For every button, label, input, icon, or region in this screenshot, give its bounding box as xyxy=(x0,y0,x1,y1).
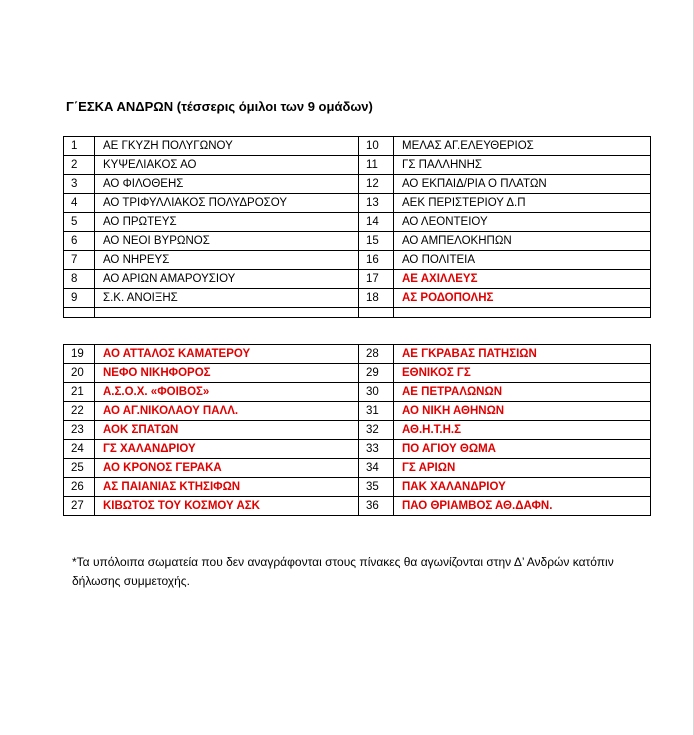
team-number: 17 xyxy=(359,270,394,289)
team-name: ΓΣ ΠΑΛΛΗΝΗΣ xyxy=(394,156,651,175)
table-row xyxy=(64,289,651,308)
table-row xyxy=(64,478,651,497)
team-number: 28 xyxy=(359,345,394,364)
team-number: 1 xyxy=(64,137,95,156)
team-number: 31 xyxy=(359,402,394,421)
team-number: 32 xyxy=(359,421,394,440)
team-number: 4 xyxy=(64,194,95,213)
team-name: ΑΟ ΝΙΚΗ ΑΘΗΝΩΝ xyxy=(394,402,651,421)
empty-cell xyxy=(394,308,651,318)
table-row xyxy=(64,421,651,440)
table-row xyxy=(64,402,651,421)
teams-table-2 xyxy=(63,344,651,516)
team-name: ΑΣ ΡΟΔΟΠΟΛΗΣ xyxy=(394,289,651,308)
team-name: ΑΟ ΑΤΤΑΛΟΣ ΚΑΜΑΤΕΡΟΥ xyxy=(95,345,359,364)
team-name: ΕΘΝΙΚΟΣ ΓΣ xyxy=(394,364,651,383)
teams-table-1 xyxy=(63,136,651,318)
table-row xyxy=(64,194,651,213)
table-row xyxy=(64,270,651,289)
team-number: 30 xyxy=(359,383,394,402)
team-name: ΑΟ ΑΡΙΩΝ ΑΜΑΡΟΥΣΙΟΥ xyxy=(95,270,359,289)
table-row xyxy=(64,497,651,516)
table-row xyxy=(64,345,651,364)
team-number: 24 xyxy=(64,440,95,459)
team-name: Σ.Κ. ΑΝΟΙΞΗΣ xyxy=(95,289,359,308)
table-row xyxy=(64,156,651,175)
team-number: 16 xyxy=(359,251,394,270)
team-number: 18 xyxy=(359,289,394,308)
team-name: ΑΟ ΛΕΟΝΤΕΙΟΥ xyxy=(394,213,651,232)
team-number: 23 xyxy=(64,421,95,440)
team-name: ΑΣ ΠΑΙΑΝΙΑΣ ΚΤΗΣΙΦΩΝ xyxy=(95,478,359,497)
team-name: ΑΟ ΤΡΙΦΥΛΛΙΑΚΟΣ ΠΟΛΥΔΡΟΣΟΥ xyxy=(95,194,359,213)
team-number: 6 xyxy=(64,232,95,251)
table-row xyxy=(64,213,651,232)
team-name: ΑΕ ΓΚΥΖΗ ΠΟΛΥΓΩΝΟΥ xyxy=(95,137,359,156)
team-number: 25 xyxy=(64,459,95,478)
table-row xyxy=(64,251,651,270)
table-row xyxy=(64,383,651,402)
team-number: 29 xyxy=(359,364,394,383)
team-number: 20 xyxy=(64,364,95,383)
team-number: 35 xyxy=(359,478,394,497)
team-name: ΑΟΚ ΣΠΑΤΩΝ xyxy=(95,421,359,440)
team-name: Α.Σ.Ο.Χ. «ΦΟΙΒΟΣ» xyxy=(95,383,359,402)
team-name: ΑΟ ΝΗΡΕΥΣ xyxy=(95,251,359,270)
table-row xyxy=(64,440,651,459)
team-number: 7 xyxy=(64,251,95,270)
team-number: 15 xyxy=(359,232,394,251)
team-number: 26 xyxy=(64,478,95,497)
team-name: ΑΟ ΑΜΠΕΛΟΚΗΠΩΝ xyxy=(394,232,651,251)
team-name: ΑΟ ΠΟΛΙΤΕΙΑ xyxy=(394,251,651,270)
team-number: 22 xyxy=(64,402,95,421)
team-name: ΑΕ ΓΚΡΑΒΑΣ ΠΑΤΗΣΙΩΝ xyxy=(394,345,651,364)
team-name: ΠΑΟ ΘΡΙΑΜΒΟΣ ΑΘ.ΔΑΦΝ. xyxy=(394,497,651,516)
team-number: 12 xyxy=(359,175,394,194)
team-name: ΓΣ ΑΡΙΩΝ xyxy=(394,459,651,478)
team-number: 2 xyxy=(64,156,95,175)
team-number: 10 xyxy=(359,137,394,156)
team-name: ΑΟ ΕΚΠΑΙΔ/ΡΙΑ Ο ΠΛΑΤΩΝ xyxy=(394,175,651,194)
team-name: ΝΕΦΟ ΝΙΚΗΦΟΡΟΣ xyxy=(95,364,359,383)
document-title: Γ΄ΕΣΚΑ ΑΝΔΡΩΝ (τέσσερις όμιλοι των 9 ομάδων) xyxy=(66,99,373,114)
team-number: 5 xyxy=(64,213,95,232)
team-name: ΑΟ ΠΡΩΤΕΥΣ xyxy=(95,213,359,232)
team-number: 19 xyxy=(64,345,95,364)
team-number: 8 xyxy=(64,270,95,289)
team-name: ΓΣ ΧΑΛΑΝΔΡΙΟΥ xyxy=(95,440,359,459)
team-number: 9 xyxy=(64,289,95,308)
empty-cell xyxy=(64,308,95,318)
team-name: ΠΟ ΑΓΙΟΥ ΘΩΜΑ xyxy=(394,440,651,459)
team-number: 21 xyxy=(64,383,95,402)
team-name: ΠΑΚ ΧΑΛΑΝΔΡΙΟΥ xyxy=(394,478,651,497)
team-name: ΑΘ.Η.Τ.Η.Σ xyxy=(394,421,651,440)
footnote: *Τα υπόλοιπα σωματεία που δεν αναγράφονται στους πίνακες θα αγωνίζονται στην Δ’ Ανδρών κατόπιν δήλωσης συμμετοχής. xyxy=(72,555,614,588)
team-number: 33 xyxy=(359,440,394,459)
table-row xyxy=(64,175,651,194)
team-name: ΑΟ ΑΓ.ΝΙΚΟΛΑΟΥ ΠΑΛΛ. xyxy=(95,402,359,421)
team-name: ΑΟ ΦΙΛΟΘΕΗΣ xyxy=(95,175,359,194)
team-number: 36 xyxy=(359,497,394,516)
table-row xyxy=(64,459,651,478)
team-name: ΜΕΛΑΣ ΑΓ.ΕΛΕΥΘΕΡΙΟΣ xyxy=(394,137,651,156)
table-row xyxy=(64,137,651,156)
team-name: ΑΟ ΚΡΟΝΟΣ ΓΕΡΑΚΑ xyxy=(95,459,359,478)
team-number: 34 xyxy=(359,459,394,478)
team-name: ΑΕΚ ΠΕΡΙΣΤΕΡΙΟΥ Δ.Π xyxy=(394,194,651,213)
team-name: ΚΙΒΩΤΟΣ ΤΟΥ ΚΟΣΜΟΥ ΑΣΚ xyxy=(95,497,359,516)
team-number: 13 xyxy=(359,194,394,213)
team-name: ΑΟ ΝΕΟΙ ΒΥΡΩΝΟΣ xyxy=(95,232,359,251)
table-spacer-row xyxy=(64,308,651,318)
team-number: 3 xyxy=(64,175,95,194)
table-row xyxy=(64,364,651,383)
team-name: ΚΥΨΕΛΙΑΚΟΣ ΑΟ xyxy=(95,156,359,175)
empty-cell xyxy=(95,308,359,318)
team-number: 11 xyxy=(359,156,394,175)
team-name: ΑΕ ΑΧΙΛΛΕΥΣ xyxy=(394,270,651,289)
team-number: 14 xyxy=(359,213,394,232)
table-row xyxy=(64,232,651,251)
empty-cell xyxy=(359,308,394,318)
team-name: ΑΕ ΠΕΤΡΑΛΩΝΩΝ xyxy=(394,383,651,402)
team-number: 27 xyxy=(64,497,95,516)
